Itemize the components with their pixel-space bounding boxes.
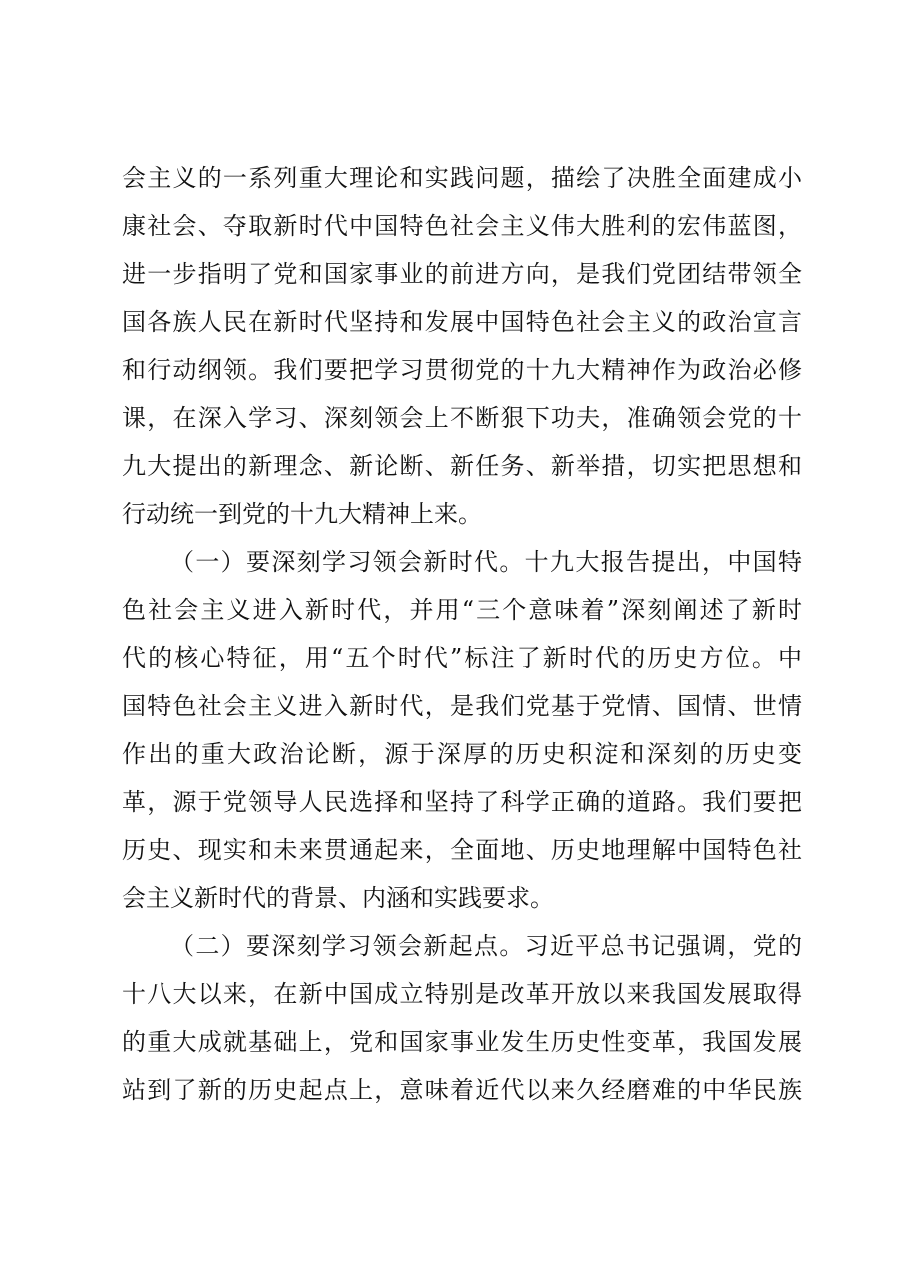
text-line: 作出的重大政治论断，源于深厚的历史积淀和深刻的历史变	[122, 740, 802, 768]
text-line: 革，源于党领导人民选择和坚持了科学正确的道路。我们要把	[122, 788, 802, 816]
text-line: 色社会主义进入新时代，并用“三个意味着”深刻阐述了新时	[122, 596, 802, 624]
text-line: 的重大成就基础上，党和国家事业发生历史性变革，我国发展	[122, 1028, 802, 1056]
text-line: 行动统一到党的十九大精神上来。	[122, 500, 482, 528]
text-line: （一）要深刻学习领会新时代。十九大报告提出，中国特	[170, 548, 802, 576]
text-line: 和行动纲领。我们要把学习贯彻党的十九大精神作为政治必修	[122, 356, 802, 384]
text-line: 九大提出的新理念、新论断、新任务、新举措，切实把思想和	[122, 452, 802, 480]
text-line: 国特色社会主义进入新时代，是我们党基于党情、国情、世情	[122, 692, 802, 720]
text-line: 十八大以来，在新中国成立特别是改革开放以来我国发展取得	[122, 980, 802, 1008]
paragraph-2	[122, 538, 802, 922]
text-line: 国各族人民在新时代坚持和发展中国特色社会主义的政治宣言	[122, 308, 802, 336]
text-line: 站到了新的历史起点上，意味着近代以来久经磨难的中华民族	[122, 1076, 802, 1104]
paragraph-1	[122, 154, 802, 538]
text-line: 康社会、夺取新时代中国特色社会主义伟大胜利的宏伟蓝图，	[122, 212, 802, 240]
text-line: 代的核心特征，用“五个时代”标注了新时代的历史方位。中	[122, 644, 802, 672]
text-line: 会主义新时代的背景、内涵和实践要求。	[122, 884, 554, 912]
document-body	[122, 154, 802, 1114]
text-line: 历史、现实和未来贯通起来，全面地、历史地理解中国特色社	[122, 836, 802, 864]
text-line: （二）要深刻学习领会新起点。习近平总书记强调，党的	[170, 932, 802, 960]
paragraph-3	[122, 922, 802, 1114]
text-line: 课，在深入学习、深刻领会上不断狠下功夫，准确领会党的十	[122, 404, 802, 432]
text-line: 进一步指明了党和国家事业的前进方向，是我们党团结带领全	[122, 260, 802, 288]
text-line: 会主义的一系列重大理论和实践问题，描绘了决胜全面建成小	[122, 164, 802, 192]
